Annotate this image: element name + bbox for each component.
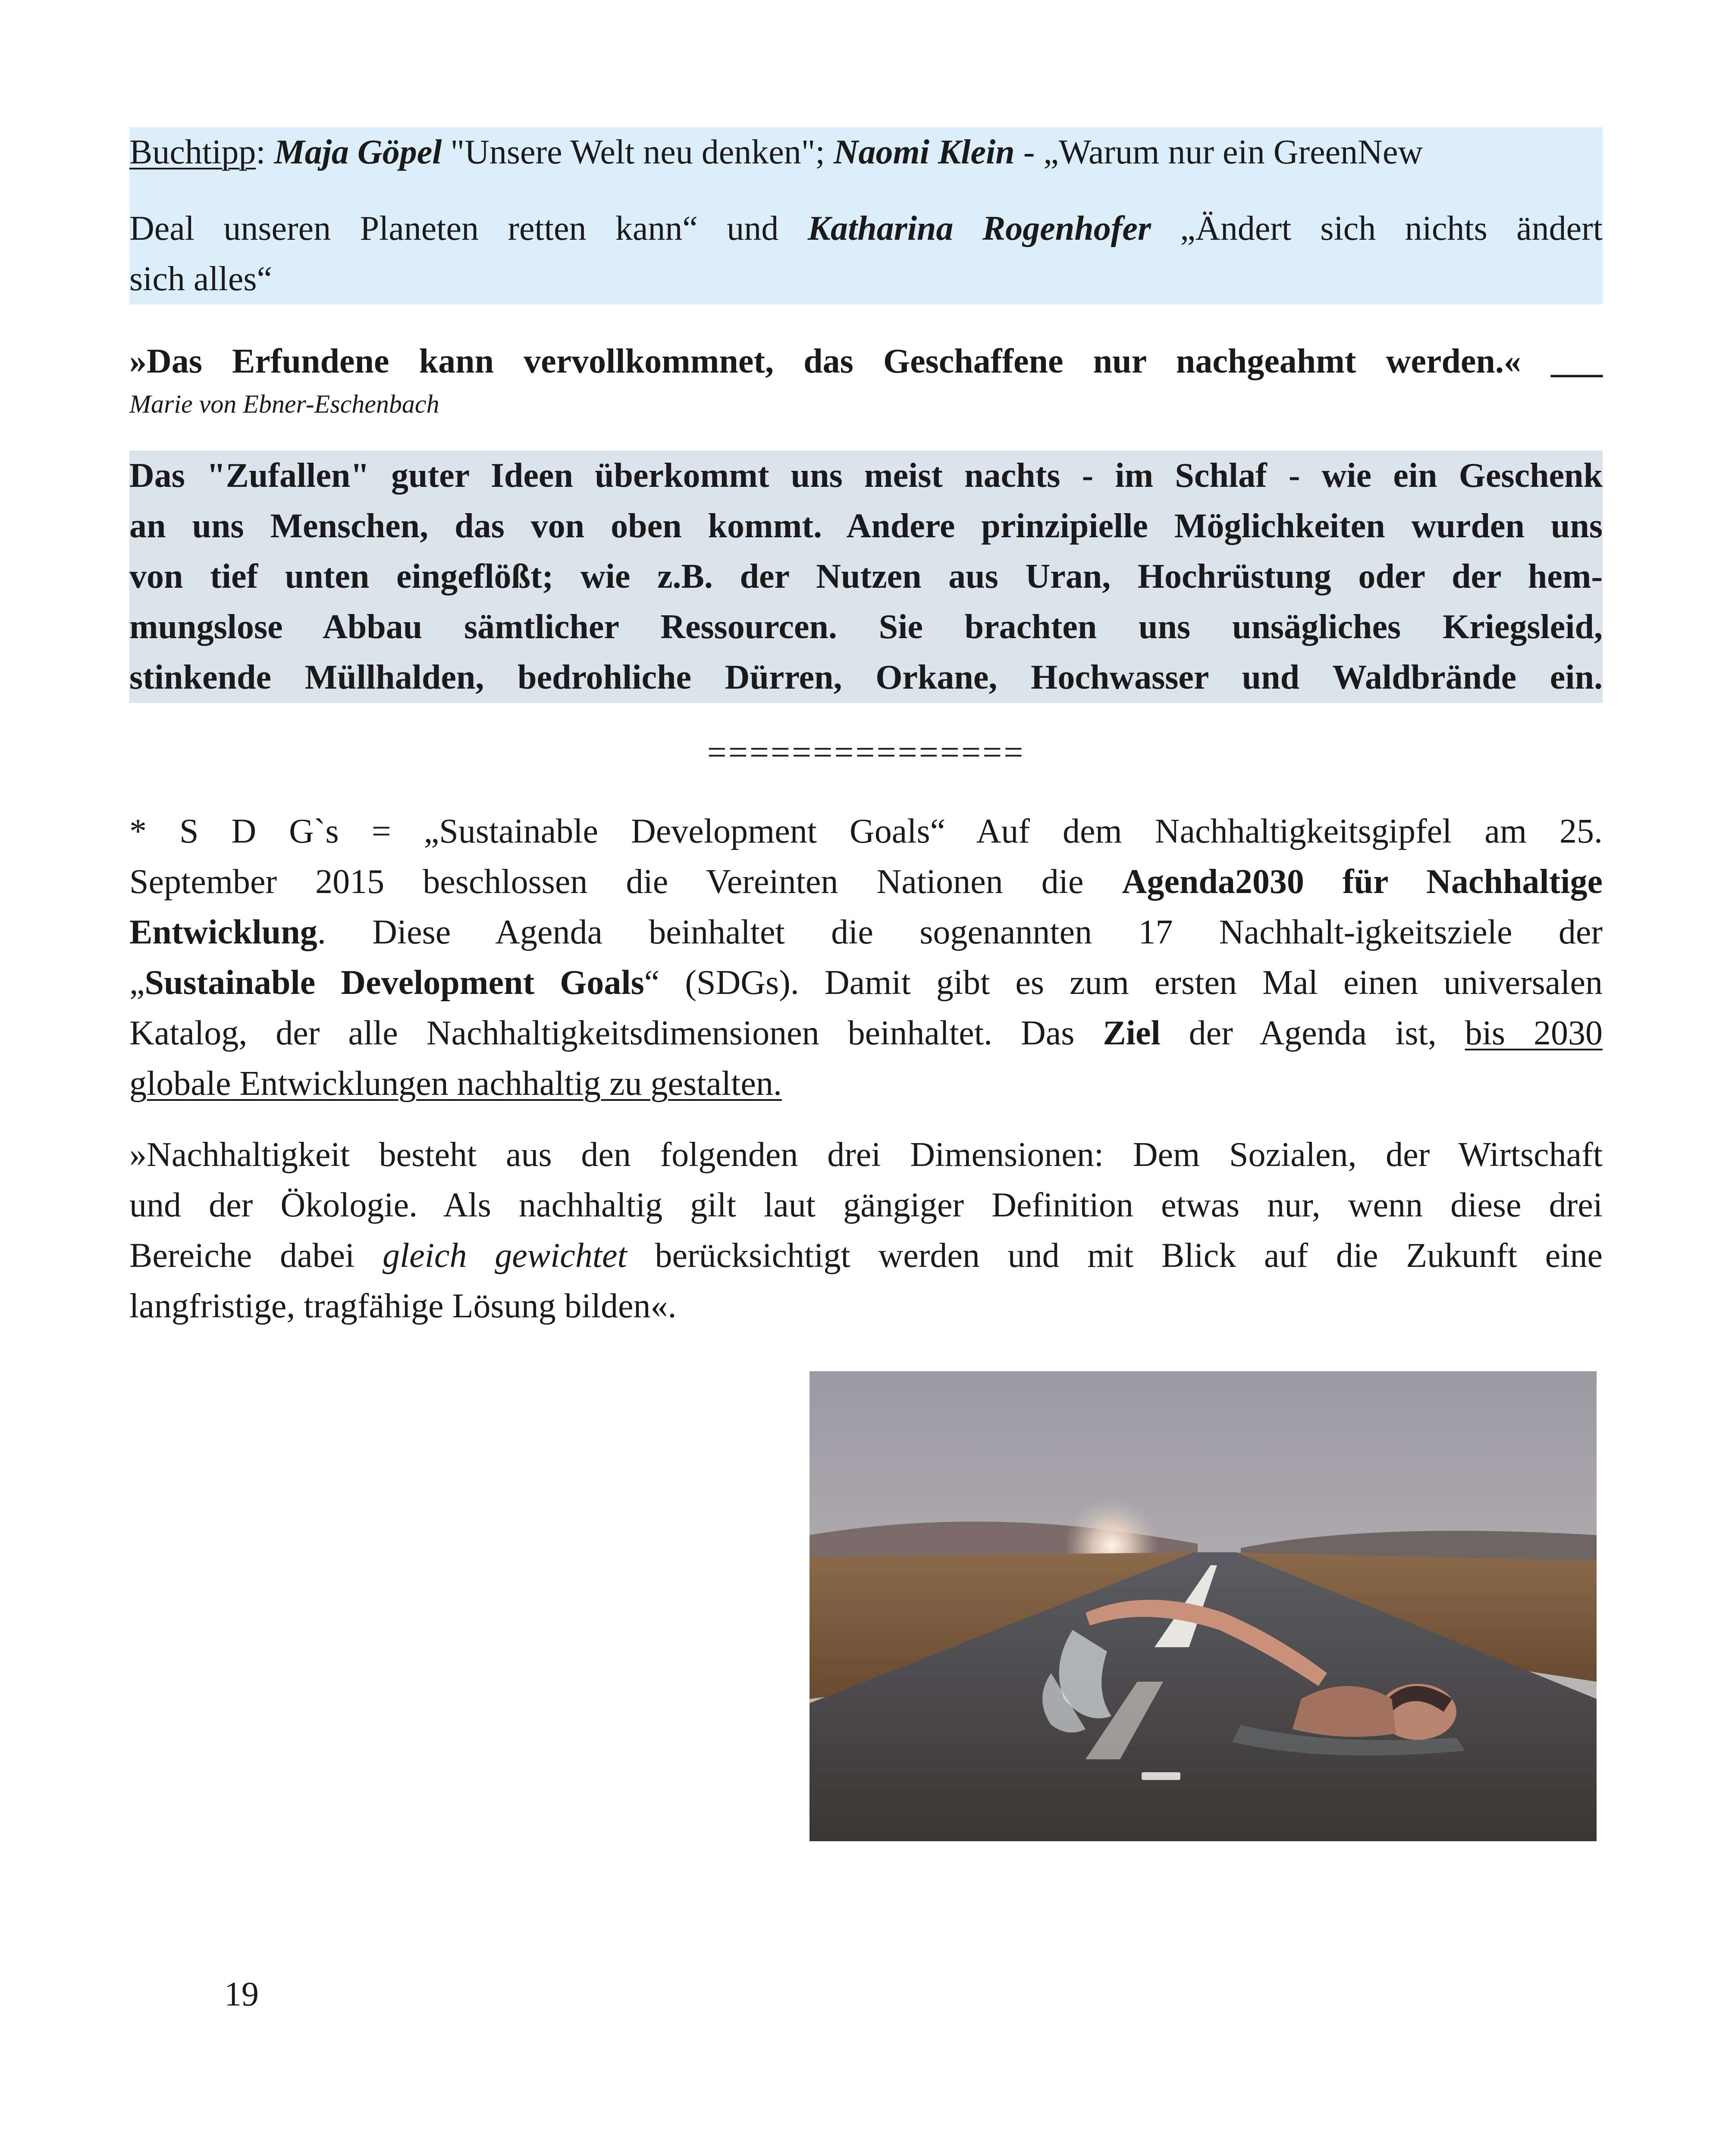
sustainability-line-2: und der Ökologie. Als nachhaltig gilt laut gängiger Definition etwas nur, wenn diese drei — [129, 1186, 1603, 1224]
ideas-line: von tief unten eingeflößt; wie z.B. der Nutzen aus Uran, Hochrüstung oder der hem- — [129, 552, 1603, 602]
page-number: 19 — [224, 1975, 259, 2013]
book-tip-label: Buchtipp — [129, 133, 256, 171]
book-tip-line-2: Deal unseren Planeten retten kann“ und Katharina Rogenhofer „Ändert sich nichts ändert — [129, 204, 1603, 254]
quote-text: »Das Erfundene kann vervollkommnet, das Geschaffene nur nachgeahmt werden.« ___ — [129, 342, 1603, 380]
swimmer-on-road-illustration — [810, 1371, 1597, 1841]
author-naomi-klein: Naomi Klein — [833, 133, 1015, 171]
book-tip — [129, 127, 1603, 304]
sdg-term: Sustainable Development Goals — [144, 964, 644, 1002]
sdg-line-4: „Sustainable Development Goals“ (SDGs). Damit gibt es zum ersten Mal einen universalen — [129, 964, 1603, 1002]
ideas-line: Das "Zufallen" guter Ideen überkommt uns meist nachts - im Schlaf - wie ein Geschenk — [129, 451, 1603, 501]
ideas-paragraph — [129, 451, 1603, 703]
sdg-paragraph — [129, 806, 1603, 1109]
ideas-line: an uns Menschen, das von oben kommt. Andere prinzipielle Möglichkeiten wurden uns — [129, 501, 1603, 552]
ideas-line: stinkende Müllhalden, bedrohliche Dürren, Orkane, Hochwasser und Waldbrände ein. — [129, 652, 1603, 703]
sustainability-line-3: Bereiche dabei gleich gewichtet berücksichtigt werden und mit Blick auf die Zukunft eine — [129, 1237, 1603, 1275]
sdg-line-2: September 2015 beschlossen die Vereinten Nationen die Agenda2030 für Nachhaltige — [129, 863, 1603, 901]
sustainability-paragraph — [129, 1130, 1603, 1332]
sdg-line-1: * S D G`s = „Sustainable Development Goals“ Auf dem Nachhaltigkeitsgipfel am 25. — [129, 812, 1603, 850]
quote-author: Marie von Ebner-Eschenbach — [129, 390, 439, 418]
book-tip-line-3: sich alles“ — [129, 254, 1603, 304]
sdg-line-6: globale Entwicklungen nachhaltig zu gestalten. — [129, 1065, 782, 1103]
author-katharina-rogenhofer: Katharina Rogenhofer — [807, 210, 1152, 248]
sdg-line-3: Entwicklung. Diese Agenda beinhaltet die sogenannten 17 Nachhalt-igkeitsziele der — [129, 913, 1603, 951]
book-tip-line-1: Buchtipp: Maja Göpel "Unsere Welt neu denken"; Naomi Klein - „Warum nur ein GreenNew — [129, 127, 1603, 178]
quote — [129, 336, 1603, 421]
swimmer-on-road-photo — [810, 1371, 1597, 1841]
sustainability-line-4: langfristige, tragfähige Lösung bilden«. — [129, 1287, 677, 1325]
sdg-line-5: Katalog, der alle Nachhaltigkeitsdimensionen beinhaltet. Das Ziel der Agenda ist, bis 2030 — [129, 1014, 1603, 1052]
ideas-line: mungslose Abbau sämtlicher Ressourcen. Sie brachten uns unsägliches Kriegsleid, — [129, 602, 1603, 652]
section-separator: =============== — [707, 733, 1025, 771]
author-maja-goepel: Maja Göpel — [274, 133, 442, 171]
agenda-2030-term: Agenda2030 für Nachhaltige — [1122, 863, 1603, 901]
sustainability-line-1: »Nachhaltigkeit besteht aus den folgenden drei Dimensionen: Dem Sozialen, der Wirtschaft — [129, 1136, 1603, 1174]
